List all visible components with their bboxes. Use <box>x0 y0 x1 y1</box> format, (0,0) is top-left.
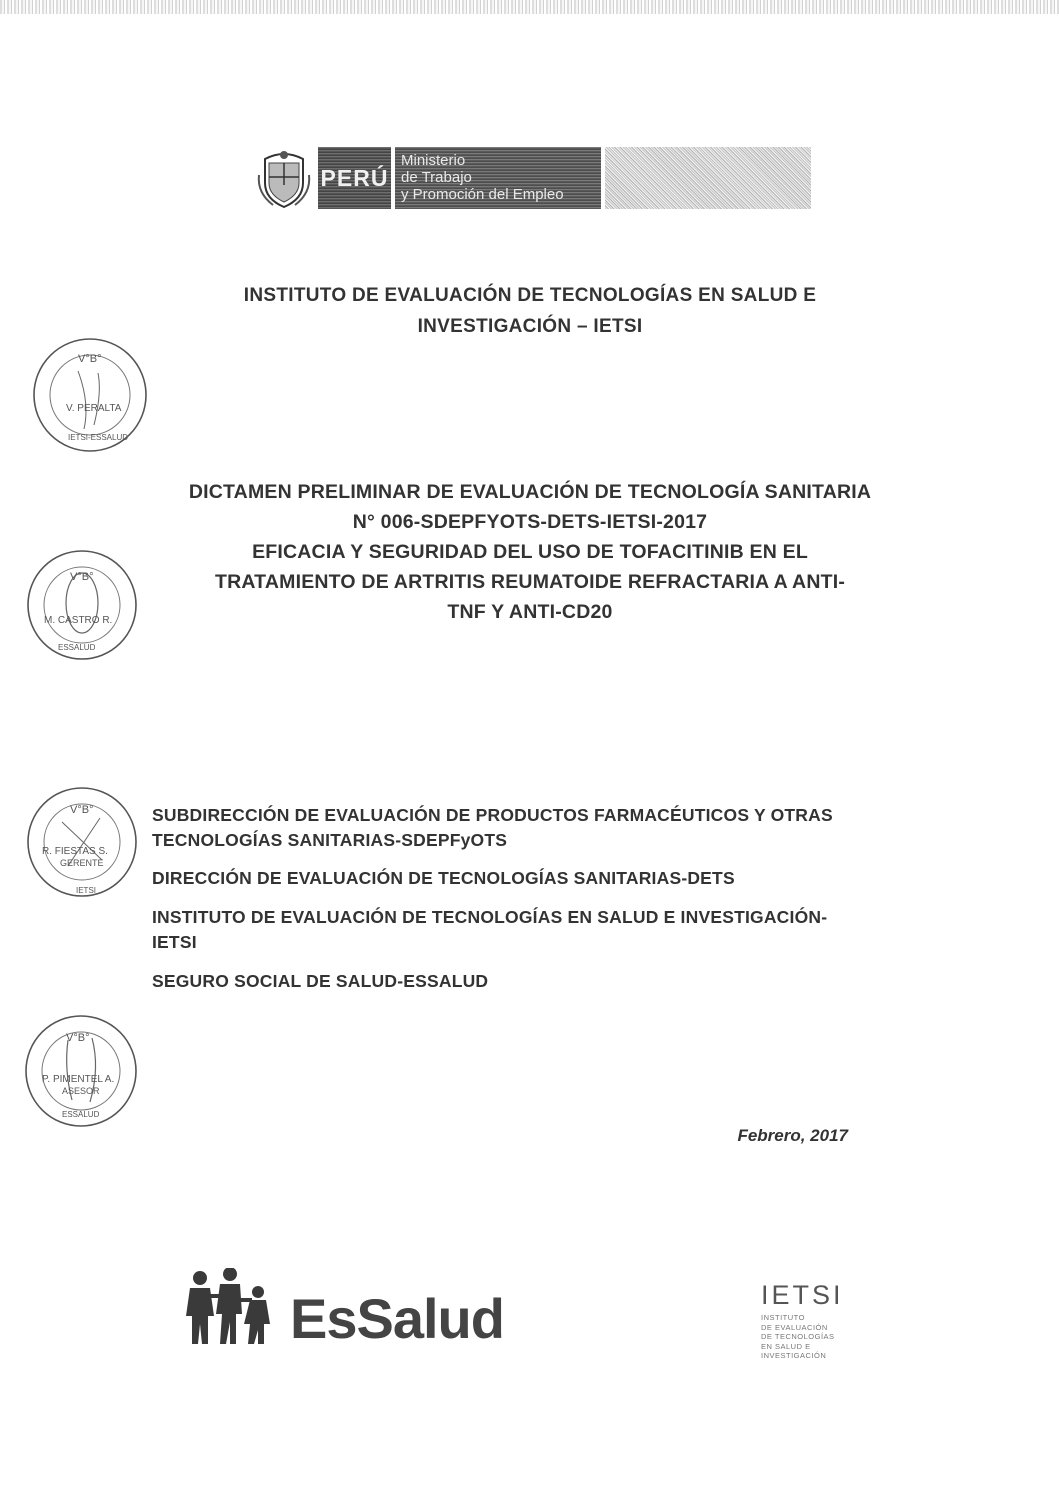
stamp-name: P. PIMENTEL A. <box>42 1074 115 1085</box>
ministry-banner-pattern <box>605 147 811 209</box>
stamp-circle-icon <box>22 782 142 902</box>
peru-label: PERÚ <box>318 147 391 209</box>
essalud-logo <box>178 1268 504 1350</box>
stamp-name: R. FIESTAS S. <box>42 846 108 857</box>
organization-line: TECNOLOGÍAS SANITARIAS-SDEPFyOTS <box>152 830 508 850</box>
ietsi-subtitle-line: EN SALUD E <box>761 1341 811 1351</box>
ietsi-wordmark: IETSI <box>761 1280 844 1310</box>
stamp-vb: V°B° <box>66 1032 90 1044</box>
family-figures-icon <box>178 1268 290 1346</box>
dictamen-line: DICTAMEN PRELIMINAR DE EVALUACIÓN DE TECNOLOGÍA SANITARIA <box>188 481 872 503</box>
approval-stamp <box>22 782 142 902</box>
organization-item <box>152 969 932 994</box>
stamp-bottom: IETSI-ESSALUD <box>68 433 129 442</box>
stamp-vb: V°B° <box>70 804 94 816</box>
ietsi-subtitle-line: INSTITUTO <box>761 1313 805 1322</box>
dictamen-line: N° 006-SDEPFYOTS-DETS-IETSI-2017 <box>352 511 708 533</box>
stamp-vb: V°B° <box>70 571 94 583</box>
ietsi-subtitle <box>761 1313 835 1361</box>
ietsi-logo <box>759 1280 869 1370</box>
stamp-role: GERENTE <box>60 858 104 868</box>
government-logo <box>255 145 811 211</box>
dictamen-line: TNF Y ANTI-CD20 <box>447 601 613 623</box>
organization-line: SUBDIRECCIÓN DE EVALUACIÓN DE PRODUCTOS FARMACÉUTICOS Y OTRAS <box>152 805 833 825</box>
organizations-list <box>152 803 932 1008</box>
stamp-role: ASESOR <box>62 1086 100 1096</box>
organization-line: IETSI <box>152 932 197 952</box>
ministry-name <box>395 147 601 209</box>
essalud-wordmark: EsSalud <box>290 1287 504 1350</box>
ietsi-subtitle-line: DE TECNOLOGÍAS <box>761 1332 835 1341</box>
stamp-bottom: ESSALUD <box>62 1110 100 1119</box>
ministry-line: de Trabajo <box>401 169 472 186</box>
ministry-line: y Promoción del Empleo <box>401 186 564 203</box>
dictamen-line: TRATAMIENTO DE ARTRITIS REUMATOIDE REFRACTARIA A ANTI- <box>214 571 846 593</box>
scan-top-strip <box>0 0 1059 14</box>
organization-item <box>152 803 932 853</box>
approval-stamp <box>28 333 153 458</box>
ministry-line: Ministerio <box>401 152 466 169</box>
peru-coat-of-arms-icon <box>255 145 313 211</box>
stamp-bottom: ESSALUD <box>58 643 96 652</box>
organization-item <box>152 905 932 955</box>
approval-stamp <box>22 543 142 663</box>
dictamen-title <box>120 477 940 627</box>
organization-line: SEGURO SOCIAL DE SALUD-ESSALUD <box>152 971 489 991</box>
document-date: Febrero, 2017 <box>737 1126 848 1145</box>
institute-title-line: INVESTIGACIÓN – IETSI <box>417 316 643 337</box>
ietsi-subtitle-line: DE EVALUACIÓN <box>761 1322 828 1332</box>
dictamen-line: EFICACIA Y SEGURIDAD DEL USO DE TOFACITINIB EN EL <box>252 541 808 563</box>
stamp-name: V. PERALTA <box>66 403 122 414</box>
approval-stamp <box>20 1010 142 1132</box>
organization-item <box>152 866 932 891</box>
stamp-bottom: IETSI <box>76 886 97 895</box>
stamp-name: M. CASTRO R. <box>44 615 113 626</box>
institute-title <box>180 280 880 342</box>
organization-line: INSTITUTO DE EVALUACIÓN DE TECNOLOGÍAS EN SALUD E INVESTIGACIÓN- <box>152 907 828 927</box>
ietsi-subtitle-line: INVESTIGACIÓN <box>761 1351 827 1360</box>
institute-title-line: INSTITUTO DE EVALUACIÓN DE TECNOLOGÍAS EN SALUD E <box>243 285 817 306</box>
organization-line: DIRECCIÓN DE EVALUACIÓN DE TECNOLOGÍAS SANITARIAS-DETS <box>152 868 735 888</box>
stamp-vb: V°B° <box>78 353 102 365</box>
